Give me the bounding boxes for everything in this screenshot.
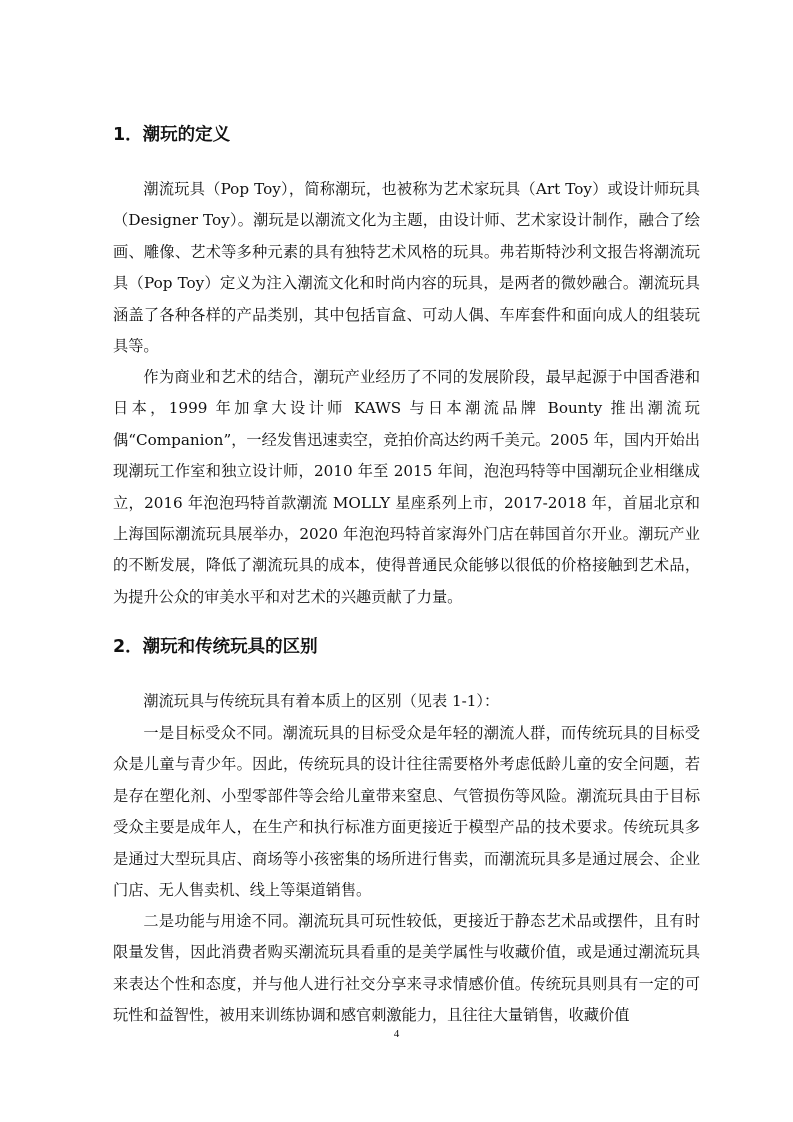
paragraph-target-audience: 一是目标受众不同。潮流玩具的目标受众是年轻的潮流人群，而传统玩具的目标受众是儿童与青少年。因此，传统玩具的设计往往需要格外考虑低龄儿童的安全问题，若是存在塑化剂、小型零部件等会给儿童带来窒息、气管损伤等风险。潮流玩具由于目标受众主要是成年人，在生产和执行标准方面更接近于模型产品的技术要求。传统玩具多是通过大型玩具店、商场等小孩密集的场所进行售卖，而潮流玩具多是通过展会、企业门店、无人售卖机、线上等渠道销售。 (113, 724, 700, 900)
section-heading-definition: 1．潮玩的定义 (113, 125, 231, 145)
paragraph-history: 作为商业和艺术的结合，潮玩产业经历了不同的发展阶段，最早起源于中国香港和日本，1999 年加拿大设计师 KAWS 与日本潮流品牌 Bounty 推出潮流玩偶“Companion”，一经发售迅速卖空，竞拍价高达约两千美元。2005 年，国内开始出现潮玩工作室和独立设计师，2010 年至 2015 年间，泡泡玛特等中国潮玩企业相继成立，2016 年泡泡玛特首款潮流 MOLLY 星座系列上市，2017-2018 年，首届北京和上海国际潮流玩具展举办，2020 年泡泡玛特首家海外门店在韩国首尔开业。潮玩产业的不断发展，降低了潮流玩具的成本，使得普通民众能够以很低的价格接触到艺术品，为提升公众的审美水平和对艺术的兴趣贡献了力量。 (113, 368, 700, 606)
paragraph-definition: 潮流玩具（Pop Toy），简称潮玩，也被称为艺术家玩具（Art Toy）或设计师玩具（Designer Toy）。潮玩是以潮流文化为主题，由设计师、艺术家设计制作，融合了绘画、雕像、艺术等多种元素的具有独特艺术风格的玩具。弗若斯特沙利文报告将潮流玩具（Pop Toy）定义为注入潮流文化和时尚内容的玩具，是两者的微妙融合。潮流玩具涵盖了各种各样的产品类别，其中包括盲盒、可动人偶、车库套件和面向成人的组装玩具等。 (113, 180, 700, 356)
paragraph-intro-difference: 潮流玩具与传统玩具有着本质上的区别（见表 1-1）： (143, 692, 500, 710)
section-heading-difference: 2．潮玩和传统玩具的区别 (113, 637, 318, 657)
page-number: 4 (393, 1028, 400, 1040)
paragraph-function-usage: 二是功能与用途不同。潮流玩具可玩性较低，更接近于静态艺术品或摆件，且有时限量发售，因此消费者购买潮流玩具看重的是美学属性与收藏价值，或是通过潮流玩具来表达个性和态度，并与他人进行社交分享来寻求情感价值。传统玩具则具有一定的可玩性和益智性，被用来训练协调和感官刺激能力，且往往大量销售，收藏价值 (113, 912, 700, 1025)
